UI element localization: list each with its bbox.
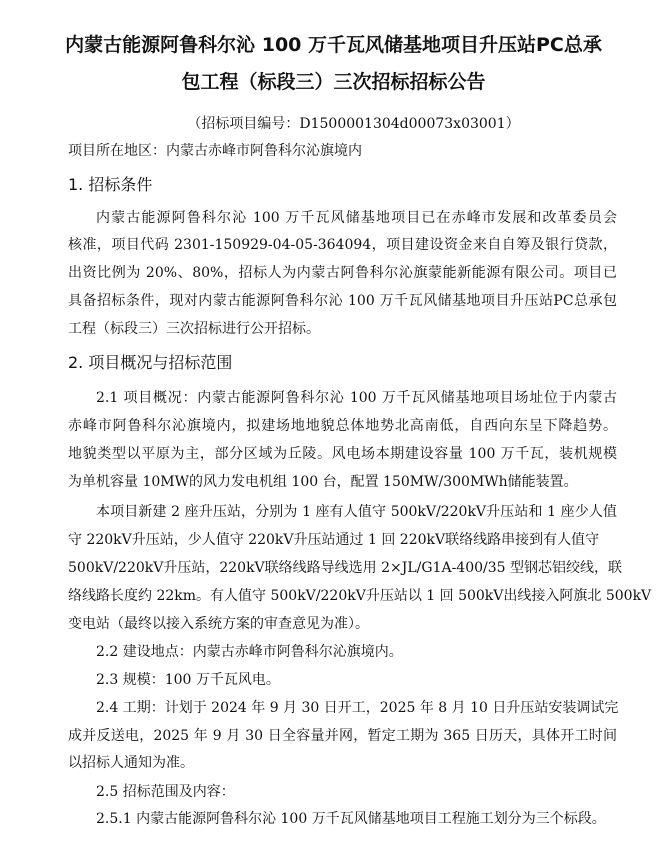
project-scale: 2.3 规模：100 万千瓦风电。 — [96, 672, 280, 688]
paragraph-line: 2.4 工期：计划于 2024 年 9 月 30 日开工，2025 年 8 月 10 日升压站安装调试完 — [96, 700, 619, 716]
paragraph-line: 本项目新建 2 座升压站，分别为 1 座有人值守 500kV/220kV升压站和 1 座少人值 — [96, 504, 617, 520]
paragraph-line: 为单机容量 10MW的风力发电机组 100 台，配置 150MW/300MWh储能装置。 — [68, 474, 578, 490]
paragraph-line: 守 220kV升压站，少人值守 220kV升压站通过 1 回 220kV联络线路串接到有人值守 — [68, 532, 600, 548]
project-region: 项目所在地区：内蒙古赤峰市阿鲁科尔沁旗境内 — [68, 143, 362, 159]
paragraph-line: 具备招标条件，现对内蒙古能源阿鲁科尔沁 100 万千瓦风储基地项目升压站PC总承包 — [68, 293, 617, 309]
paragraph-line: 地貌类型以平原为主，部分区域为丘陵。风电场本期建设容量 100 万千瓦，装机规模 — [68, 446, 617, 462]
construction-location: 2.2 建设地点：内蒙古赤峰市阿鲁科尔沁旗境内。 — [96, 644, 403, 660]
paragraph-line: 变电站（最终以接入系统方案的审查意见为准）。 — [68, 616, 369, 632]
paragraph-line: 核准，项目代码 2301-150929-04-05-364094，项目建设资金来自自筹及银行贷款， — [68, 237, 617, 253]
paragraph-line: 500kV/220kV升压站，220kV联络线路导线选用 2×JL/G1A-400/35 型钢芯铝绞线，联 — [68, 560, 623, 576]
section-1-heading: 1. 招标条件 — [68, 175, 153, 194]
paragraph-line: 成并反送电，2025 年 9 月 30 日全容量并网，暂定工期为 365 日历天，具体开工时间 — [68, 728, 617, 744]
paragraph-line: 出资比例为 20%、80%，招标人为内蒙古阿鲁科尔沁旗蒙能新能源有限公司。项目已 — [68, 265, 617, 281]
paragraph-line: 赤峰市阿鲁科尔沁旗境内，拟建场地地貌总体地势北高南低，自西向东呈下降趋势。 — [68, 418, 617, 434]
paragraph-line: 2.1 项目概况：内蒙古能源阿鲁科尔沁 100 万千瓦风储基地项目场址位于内蒙古 — [96, 390, 617, 406]
document-title-line-1: 内蒙古能源阿鲁科尔沁 100 万千瓦风储基地项目升压站PC总承 — [65, 34, 602, 56]
section-2-heading: 2. 项目概况与招标范围 — [68, 353, 233, 372]
project-number: （招标项目编号：D1500001304d00073x03001） — [187, 116, 520, 132]
document-title-line-2: 包工程（标段三）三次招标招标公告 — [181, 71, 486, 93]
bidding-scope-heading: 2.5 招标范围及内容： — [96, 784, 235, 800]
paragraph-line: 络线路长度约 22km。有人值守 500kV/220kV升压站以 1 回 500kV出线接入阿旗北 500kV — [68, 588, 652, 604]
paragraph-line: 内蒙古能源阿鲁科尔沁 100 万千瓦风储基地项目已在赤峰市发展和改革委员会 — [96, 210, 617, 226]
bidding-scope-item: 2.5.1 内蒙古能源阿鲁科尔沁 100 万千瓦风储基地项目工程施工划分为三个标段。 — [96, 811, 606, 827]
paragraph-line: 工程（标段三）三次招标进行公开招标。 — [68, 321, 320, 337]
paragraph-line: 以招标人通知为准。 — [68, 755, 194, 771]
